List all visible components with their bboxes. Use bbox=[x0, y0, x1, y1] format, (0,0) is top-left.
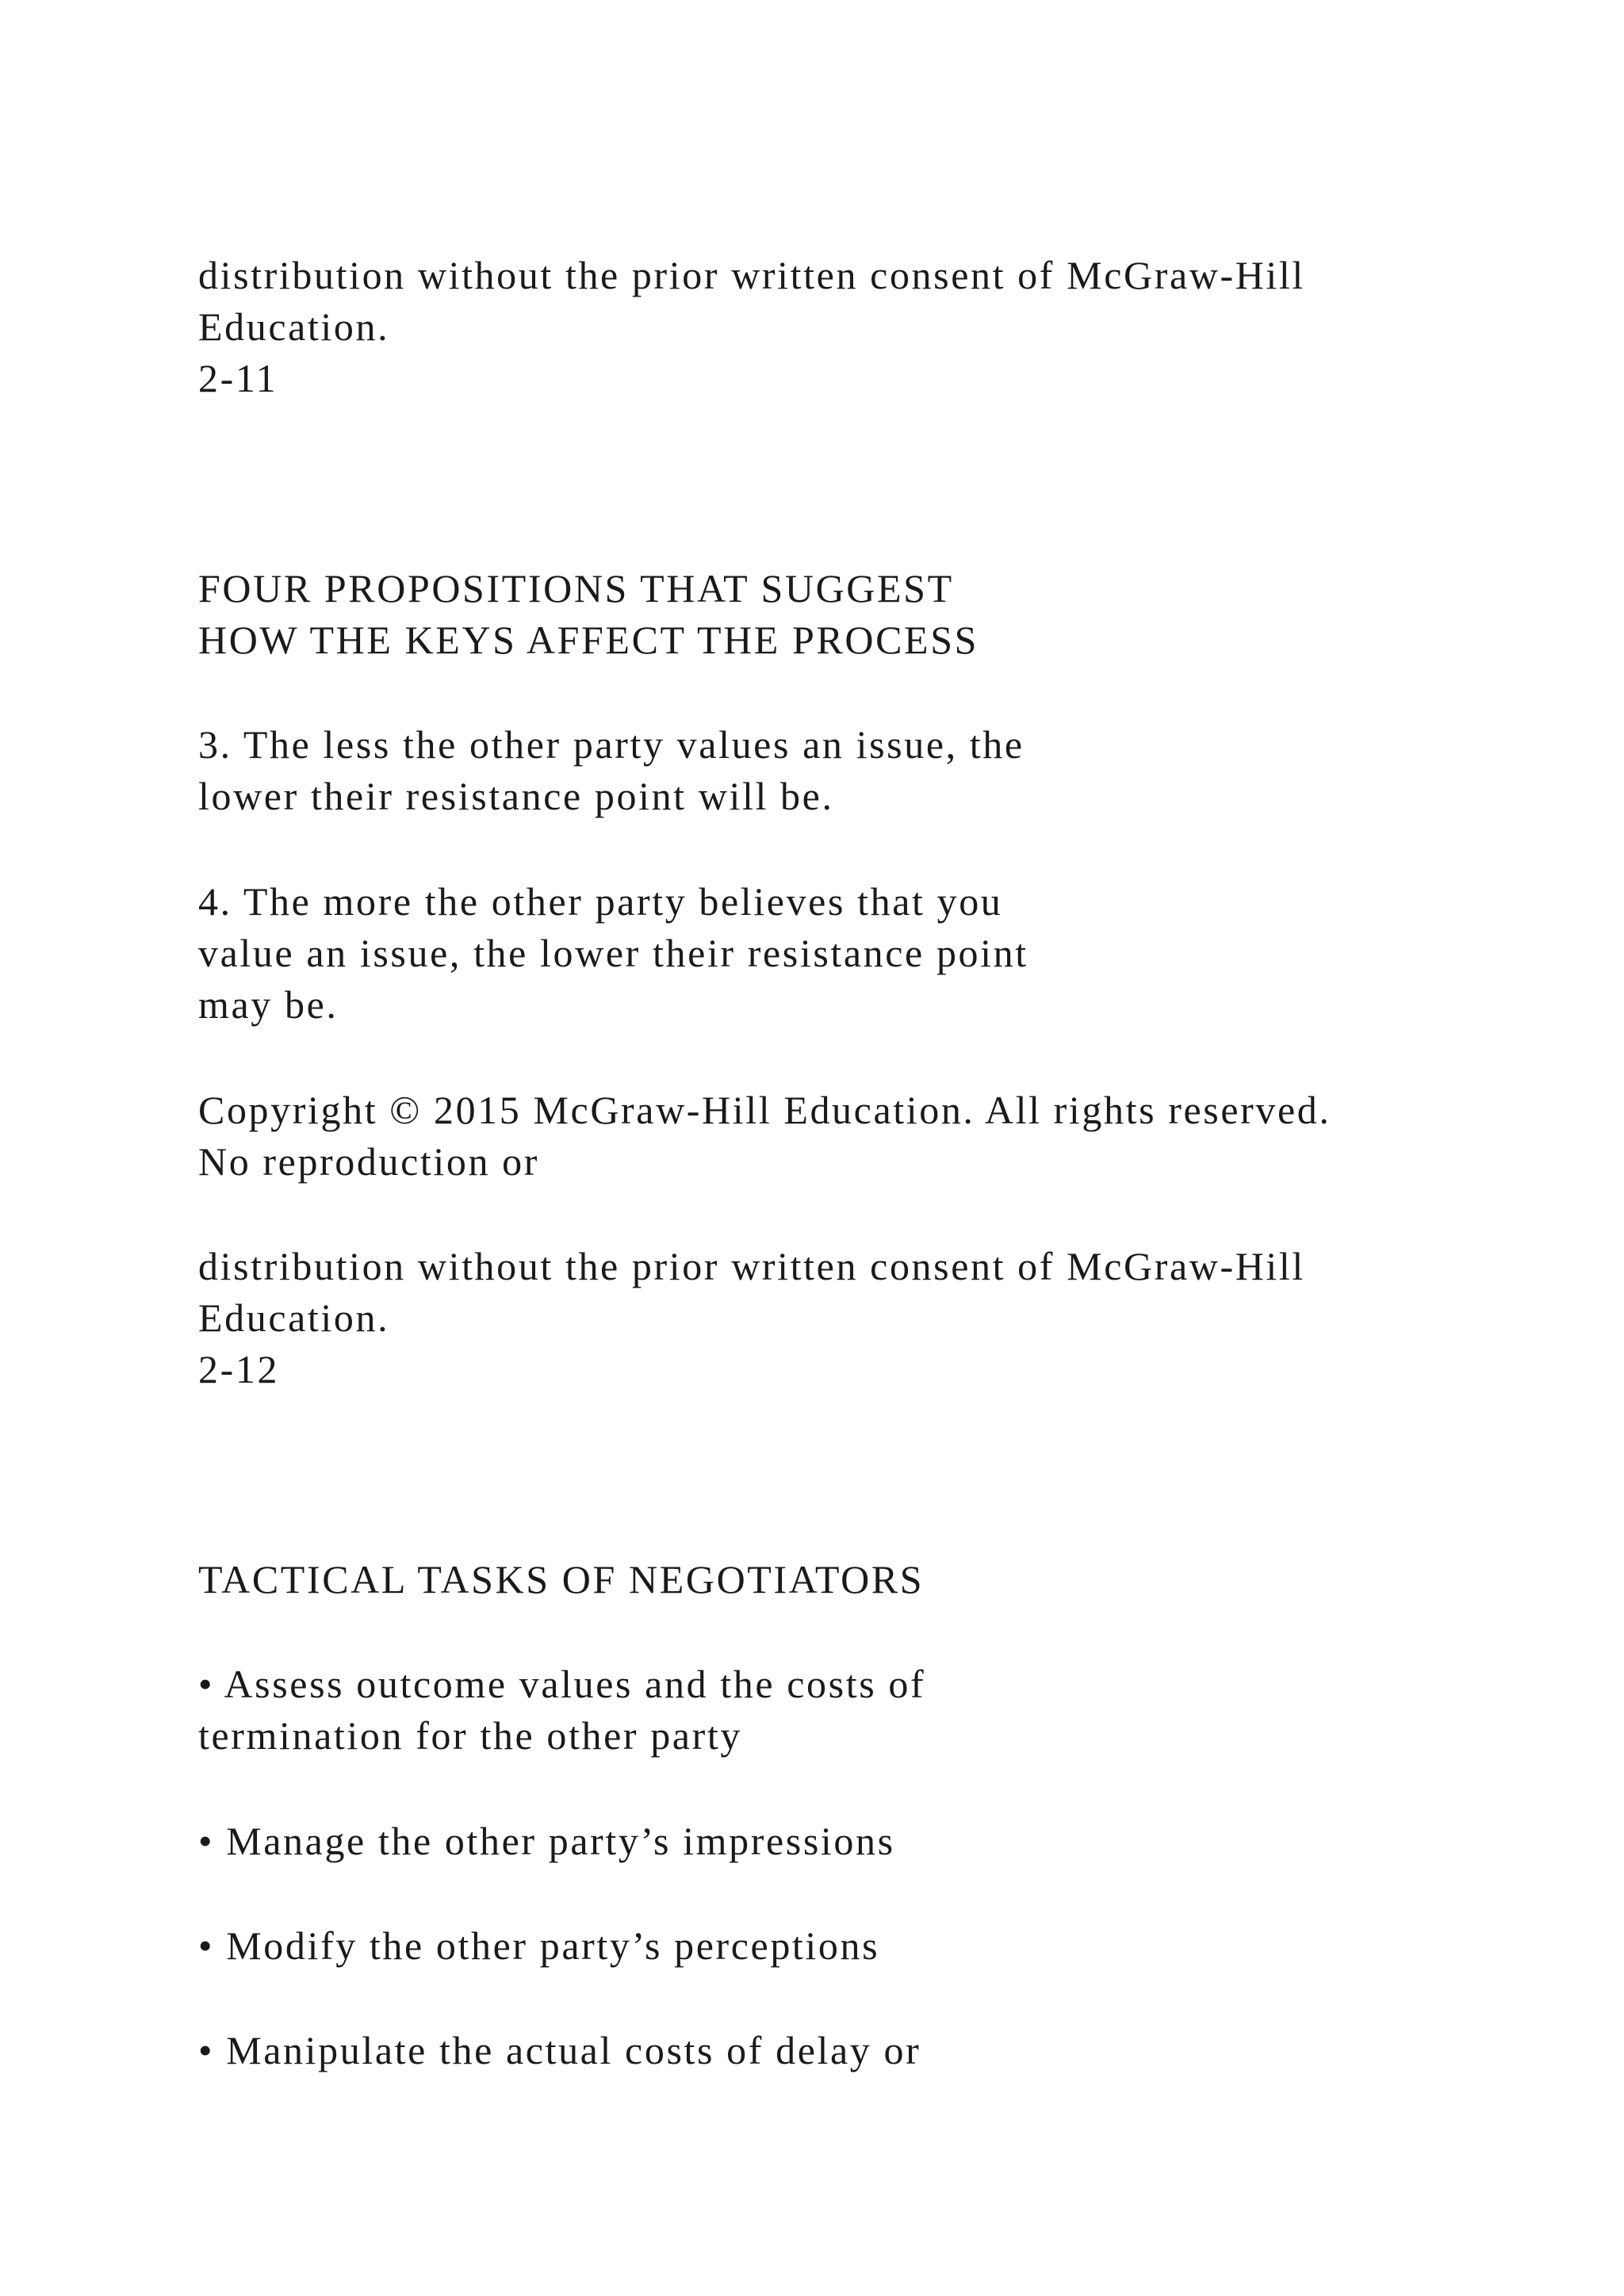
text-line: distribution without the prior written consent of McGraw-Hill bbox=[198, 253, 1305, 297]
text-line: lower their resistance point will be. bbox=[198, 774, 834, 818]
text-line: Education. bbox=[198, 304, 390, 349]
text-line: distribution without the prior written consent of McGraw-Hill bbox=[198, 1244, 1305, 1288]
text-line: value an issue, the lower their resistance point bbox=[198, 931, 1028, 975]
text-line: may be. bbox=[198, 982, 339, 1027]
list-item: • Manipulate the actual costs of delay or bbox=[198, 2028, 921, 2072]
page-number: 2-12 bbox=[198, 1347, 280, 1391]
page-number: 2-11 bbox=[198, 356, 278, 400]
text-line: Education. bbox=[198, 1295, 390, 1340]
section-heading: HOW THE KEYS AFFECT THE PROCESS bbox=[198, 618, 979, 662]
text-line: 4. The more the other party believes that you bbox=[198, 879, 1003, 924]
text-line: 3. The less the other party values an issue, the bbox=[198, 722, 1025, 767]
section-heading: FOUR PROPOSITIONS THAT SUGGEST bbox=[198, 566, 954, 610]
list-item: • Manage the other party’s impressions bbox=[198, 1819, 895, 1863]
copyright-line: Copyright © 2015 McGraw-Hill Education. All rights reserved. bbox=[198, 1088, 1331, 1132]
list-item: termination for the other party bbox=[198, 1713, 742, 1758]
list-item: • Modify the other party’s perceptions bbox=[198, 1923, 880, 1968]
list-item: • Assess outcome values and the costs of bbox=[198, 1662, 926, 1706]
copyright-line: No reproduction or bbox=[198, 1139, 540, 1184]
section-heading: TACTICAL TASKS OF NEGOTIATORS bbox=[198, 1557, 925, 1601]
